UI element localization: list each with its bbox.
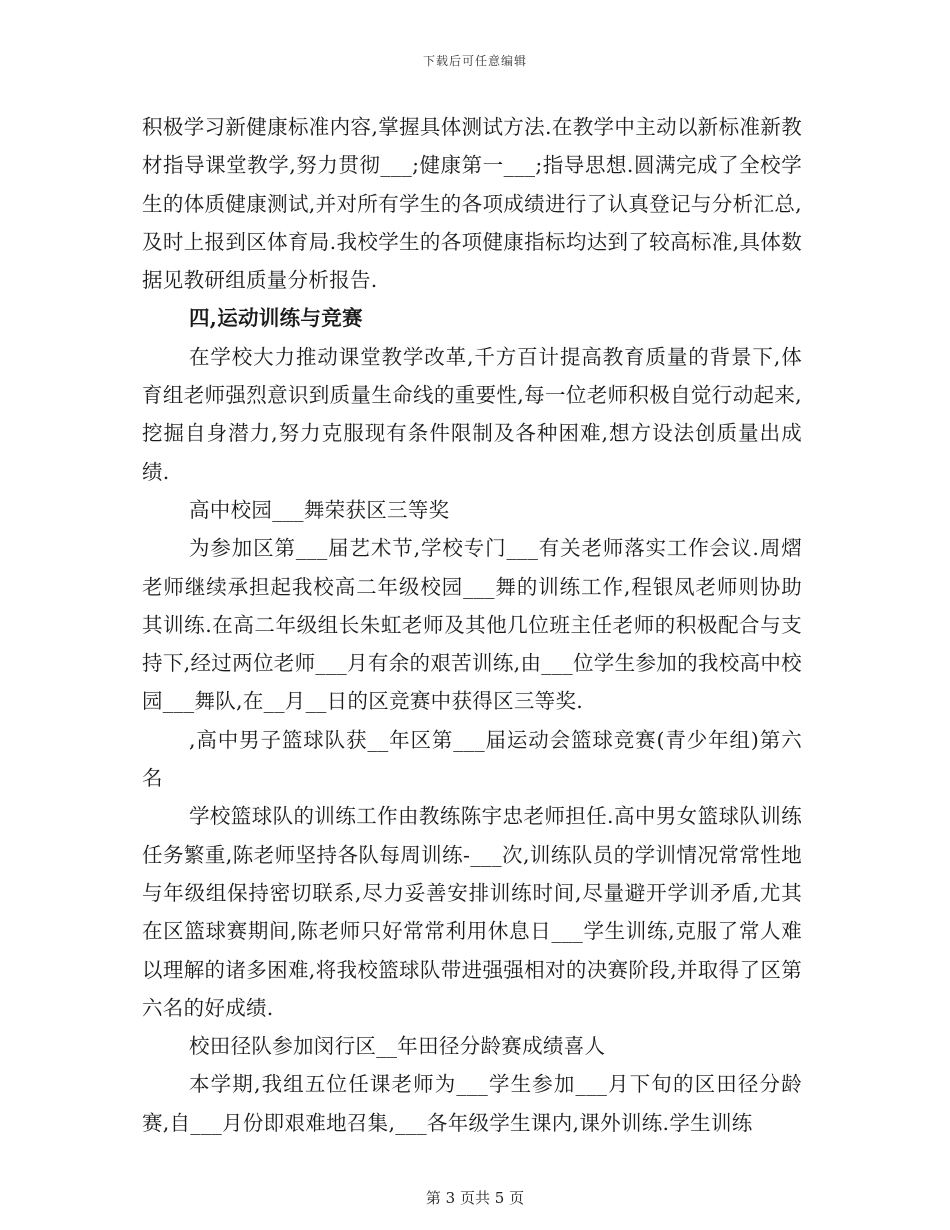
page-header: 下载后可任意编辑 (422, 54, 527, 68)
paragraph-training-intro: 在学校大力推动课堂教学改革,千方百计提高教育质量的背景下,体育组老师强烈意识到质量生命线的重要性,每一位老师积极自觉行动起来,挖掘自身潜力,努力克服现有条件限制及各种困难,想方设法创质量出成绩. (142, 344, 802, 484)
document-body (142, 108, 802, 1142)
subheading-basketball: ,高中男子篮球队获__年区第___届运动会篮球竞赛(青少年组)第六名 (142, 727, 802, 791)
subheading-campus-dance: 高中校园___舞荣获区三等奖 (189, 497, 450, 522)
paragraph-basketball: 学校篮球队的训练工作由教练陈宇忠老师担任.高中男女篮球队训练任务繁重,陈老师坚持各队每周训练-___次,训练队员的学训情况常常性地与年级组保持密切联系,尽力妥善安排训练时间,尽量避开学训矛盾,尤其在区篮球赛期间,陈老师只好常常利用休息日___学生训练,克服了常人难以理解的诸多困难,将我校篮球队带进强强相对的决赛阶段,并取得了区第六名的好成绩. (142, 804, 802, 1020)
paragraph-campus-dance: 为参加区第___届艺术节,学校专门___有关老师落实工作会议.周熠老师继续承担起我校高二年级校园___舞的训练工作,程银凤老师则协助其训练.在高二年级组长朱虹老师及其他几位班主任老师的积极配合与支持下,经过两位老师___月有余的艰苦训练,由___位学生参加的我校高中校园___舞队,在__月__日的区竞赛中获得区三等奖. (142, 536, 802, 714)
paragraph-track-field: 本学期,我组五位任课老师为___学生参加___月下旬的区田径分龄赛,自___月份即艰难地召集,___各年级学生课内,课外训练.学生训练 (142, 1072, 802, 1135)
section-heading-training: 四,运动训练与竞赛 (189, 306, 363, 331)
paragraph-health-test: 积极学习新健康标准内容,掌握具体测试方法.在教学中主动以新标准新教材指导课堂教学,努力贯彻___;健康第一___;指导思想.圆满完成了全校学生的体质健康测试,并对所有学生的各项成绩进行了认真登记与分析汇总,及时上报到区体育局.我校学生的各项健康指标均达到了较高标准,具体数据见教研组质量分析报告. (142, 115, 802, 293)
page-footer: 第 3 页共 5 页 (425, 1189, 525, 1207)
subheading-track-field: 校田径队参加闵行区__年田径分龄赛成绩喜人 (189, 1034, 606, 1059)
